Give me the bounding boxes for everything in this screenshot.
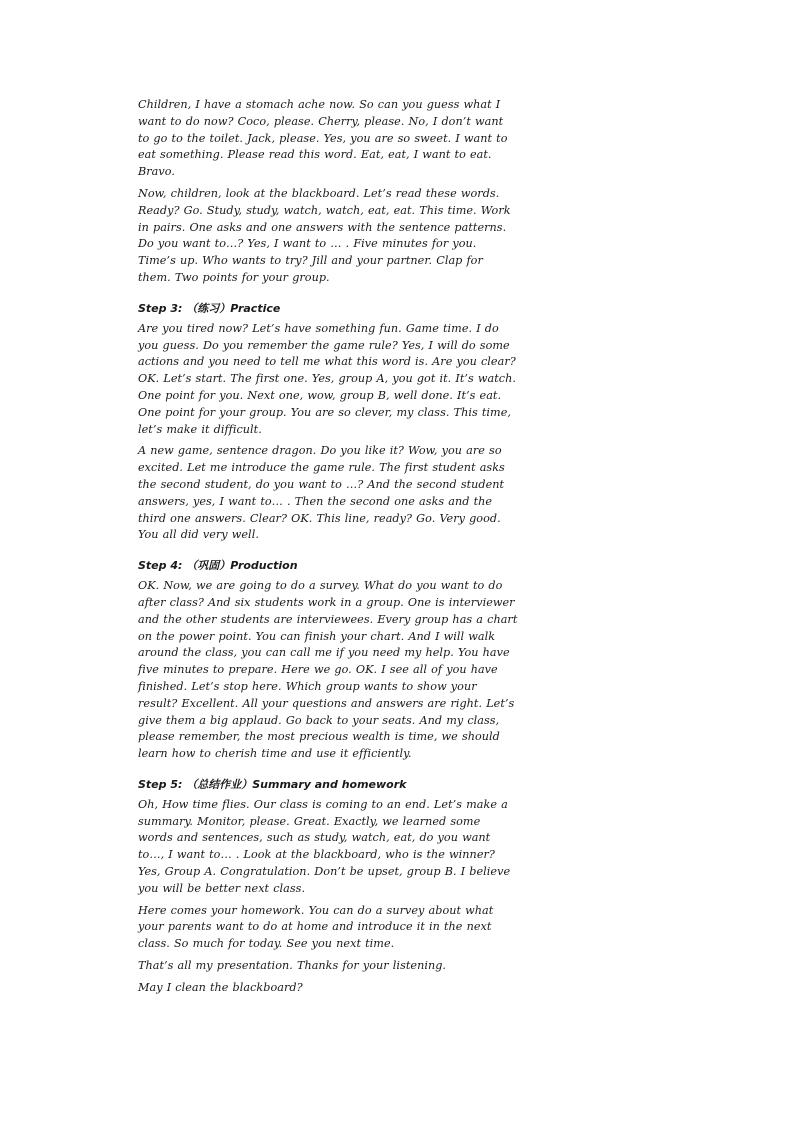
step5-paragraph-homework: Here comes your homework. You can do a survey about what your parents want to do at home and introduce it in the next class. So much for today. See you next time. <box>138 903 494 951</box>
step3-heading: Step 3: （练习）Practice <box>138 301 281 315</box>
step3-paragraph-sentence-dragon: A new game, sentence dragon. Do you like it? Wow, you are so excited. Let me introduce the game rule. The first student asks the second student, do you want to …? And the second student answers, yes, I want to… . Then the second one asks and the third one answers. Clear? OK. This line, ready? Go. Very good. You all did very well. <box>138 444 505 542</box>
step5-paragraph-thanks: That’s all my presentation. Thanks for your listening. <box>138 959 447 973</box>
step5-paragraph-clean-blackboard: May I clean the blackboard? <box>138 980 303 994</box>
paragraph-blackboard-words: Now, children, look at the blackboard. Let’s read these words. Ready? Go. Study, study, watch, watch, eat, eat. This time. Work in pairs. One asks and one answers with the sentence patterns. Do you want to…? Yes, I want to … . Five minutes for you. Time’s up. Who wants to try? Jill and your partner. Clap for them. Two points for your group. <box>138 186 511 284</box>
document-body <box>138 97 518 1002</box>
step3-paragraph-game: Are you tired now? Let’s have something fun. Game time. I do you guess. Do you remember the game rule? Yes, I will do some actions and you need to tell me what this word is. Are you clear? OK. Let’s start. The first one. Yes, group A, you got it. It’s watch. One point for you. Next one, wow, group B, well done. It’s eat. One point for your group. You are so clever, my class. This time, let’s make it difficult. <box>138 321 516 436</box>
step4-paragraph-survey: OK. Now, we are going to do a survey. What do you want to do after class? And six students work in a group. One is interviewer and the other students are interviewees. Every group has a chart on the power point. You can finish your chart. And I will walk around the class, you can call me if you need my help. You have five minutes to prepare. Here we go. OK. I see all of you have finished. Let’s stop here. Which group wants to show your result? Excellent. All your questions and answers are right. Let’s give them a big applaud. Go back to your seats. And my class, please remember, the most precious wealth is time, we should learn how to cherish time and use it efficiently. <box>138 579 518 761</box>
step5-heading: Step 5: （总结作业）Summary and homework <box>138 777 407 791</box>
step5-paragraph-summary: Oh, How time flies. Our class is coming to an end. Let’s make a summary. Monitor, please. Great. Exactly, we learned some words and sentences, such as study, watch, eat, do you want to…, I want to… . Look at the blackboard, who is the winner? Yes, Group A. Congratulation. Don’t be upset, group B. I believe you will be better next class. <box>138 797 511 895</box>
step4-heading: Step 4: （巩固）Production <box>138 559 298 573</box>
paragraph-stomach-ache: Children, I have a stomach ache now. So can you guess what I want to do now? Coco, please. Cherry, please. No, I don’t want to go to the toilet. Jack, please. Yes, you are so sweet. I want to eat something. Please read this word. Eat, eat, I want to eat. Bravo. <box>138 98 508 179</box>
